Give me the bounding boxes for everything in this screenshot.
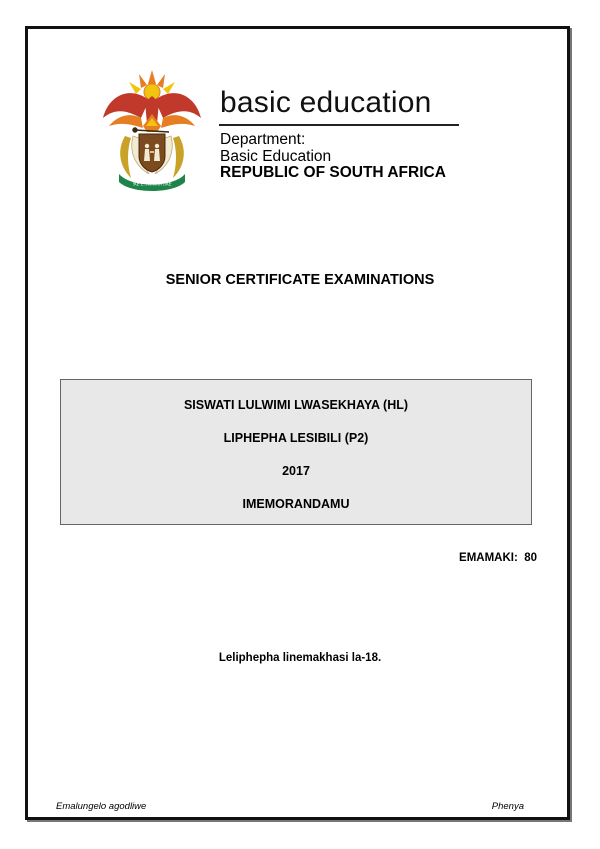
- year-line: 2017: [282, 464, 310, 478]
- department-name: Basic Education: [220, 148, 332, 165]
- doc-type-line: IMEMORANDAMU: [242, 497, 350, 511]
- department-label: Department:: [220, 131, 306, 148]
- coat-of-arms-icon: [101, 66, 203, 192]
- total-marks: EMAMAKI: 80: [459, 552, 537, 564]
- protea-flower: [143, 114, 161, 132]
- copyright-notice: Emalungelo agodliwe: [56, 801, 147, 812]
- brand-divider: [219, 124, 459, 126]
- exam-title: SENIOR CERTIFICATE EXAMINATIONS: [165, 272, 435, 288]
- paper-line: LIPHEPHA LESIBILI (P2): [223, 431, 369, 445]
- country-name: REPUBLIC OF SOUTH AFRICA: [220, 164, 446, 181]
- exam-info-box: [60, 379, 532, 525]
- shield: [139, 134, 165, 172]
- brand-title: basic education: [220, 86, 432, 119]
- turn-over-note: Phenya: [491, 801, 524, 812]
- motto-banner: [119, 174, 185, 191]
- page-count-note: Leliphepha linemakhasi la-18.: [218, 652, 382, 664]
- crest-motto: !KE E: /XARRA //KE: [132, 181, 172, 187]
- subject-line: SISWATI LULWIMI LWASEKHAYA (HL): [183, 398, 409, 412]
